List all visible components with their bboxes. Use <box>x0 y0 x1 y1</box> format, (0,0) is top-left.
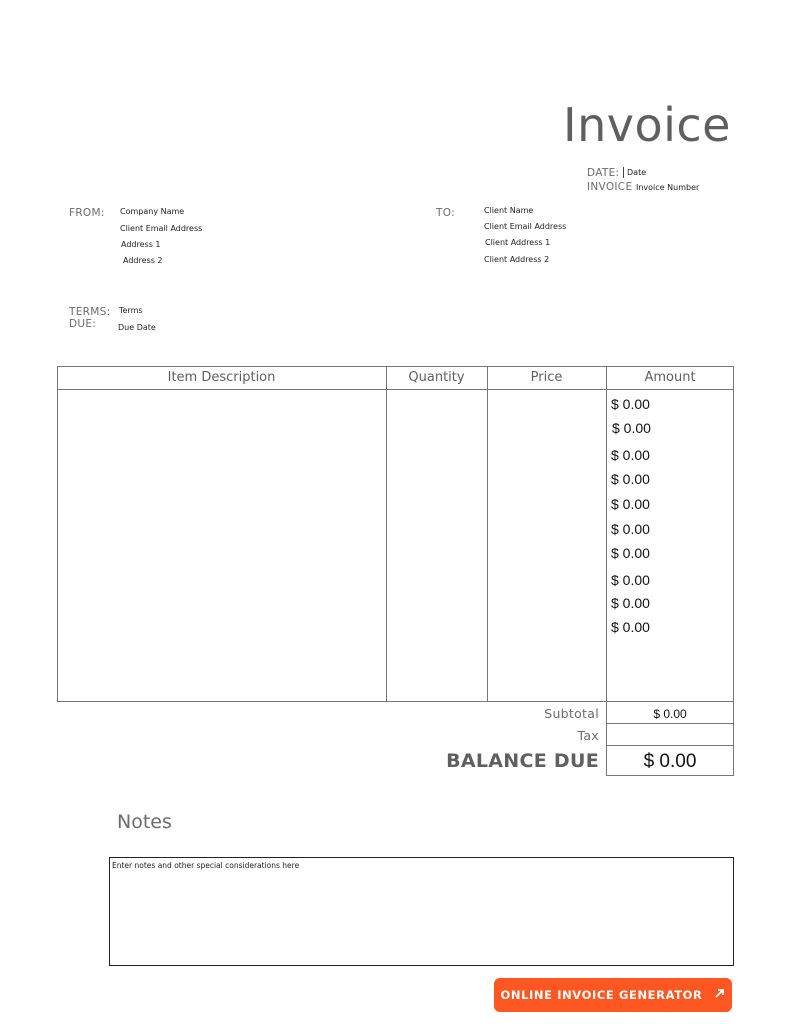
invoice-label: INVOICE <box>587 181 633 193</box>
tax-field[interactable] <box>606 723 734 746</box>
amount-cell: $ 0.00 <box>611 447 650 463</box>
column-header-quantity: Quantity <box>408 370 465 385</box>
column-divider <box>606 366 607 702</box>
amount-cell: $ 0.00 <box>611 521 650 537</box>
online-invoice-generator-button[interactable] <box>494 978 732 1012</box>
from-address1-field[interactable]: Address 1 <box>121 240 161 249</box>
to-address2-field[interactable]: Client Address 2 <box>484 255 550 264</box>
due-label: DUE: <box>69 318 97 330</box>
invoice-title: Invoice <box>563 98 731 152</box>
notes-title: Notes <box>117 811 172 833</box>
amount-cell: $ 0.00 <box>611 396 650 412</box>
balance-due-value: $ 0.00 <box>643 751 697 772</box>
to-address1-field[interactable]: Client Address 1 <box>485 238 551 247</box>
from-label: FROM: <box>69 207 105 219</box>
tax-label: Tax <box>577 728 599 743</box>
arrow-up-right-icon <box>714 988 725 1002</box>
from-company-field[interactable]: Company Name <box>120 207 185 216</box>
table-header-divider <box>57 389 734 390</box>
from-address2-field[interactable]: Address 2 <box>123 256 163 265</box>
text-cursor <box>623 167 624 178</box>
column-header-price: Price <box>530 370 563 385</box>
terms-field[interactable]: Terms <box>119 306 143 315</box>
column-divider <box>487 366 488 702</box>
column-divider <box>386 366 387 702</box>
to-label: TO: <box>436 207 455 219</box>
amount-cell: $ 0.00 <box>612 420 651 436</box>
invoice-number-field[interactable]: Invoice Number <box>636 183 700 192</box>
amount-cell: $ 0.00 <box>611 619 650 635</box>
terms-label: TERMS: <box>69 306 111 318</box>
to-email-field[interactable]: Client Email Address <box>484 222 567 231</box>
notes-placeholder: Enter notes and other special considerations here <box>112 861 300 870</box>
balance-due-label: BALANCE DUE <box>446 750 599 772</box>
column-header-amount: Amount <box>644 370 696 385</box>
date-label: DATE: <box>587 167 620 179</box>
amount-cell: $ 0.00 <box>611 545 650 561</box>
column-header-description: Item Description <box>167 370 276 385</box>
date-field[interactable]: Date <box>627 168 647 177</box>
amount-cell: $ 0.00 <box>611 496 650 512</box>
amount-cell: $ 0.00 <box>611 471 650 487</box>
to-name-field[interactable]: Client Name <box>484 206 534 215</box>
from-email-field[interactable]: Client Email Address <box>120 224 203 233</box>
amount-cell: $ 0.00 <box>611 595 650 611</box>
due-date-field[interactable]: Due Date <box>118 323 156 332</box>
notes-textarea[interactable] <box>109 857 734 966</box>
amount-cell: $ 0.00 <box>611 572 650 588</box>
subtotal-value: $ 0.00 <box>653 707 687 721</box>
cta-label: ONLINE INVOICE GENERATOR <box>500 988 703 1002</box>
subtotal-label: Subtotal <box>544 706 599 721</box>
